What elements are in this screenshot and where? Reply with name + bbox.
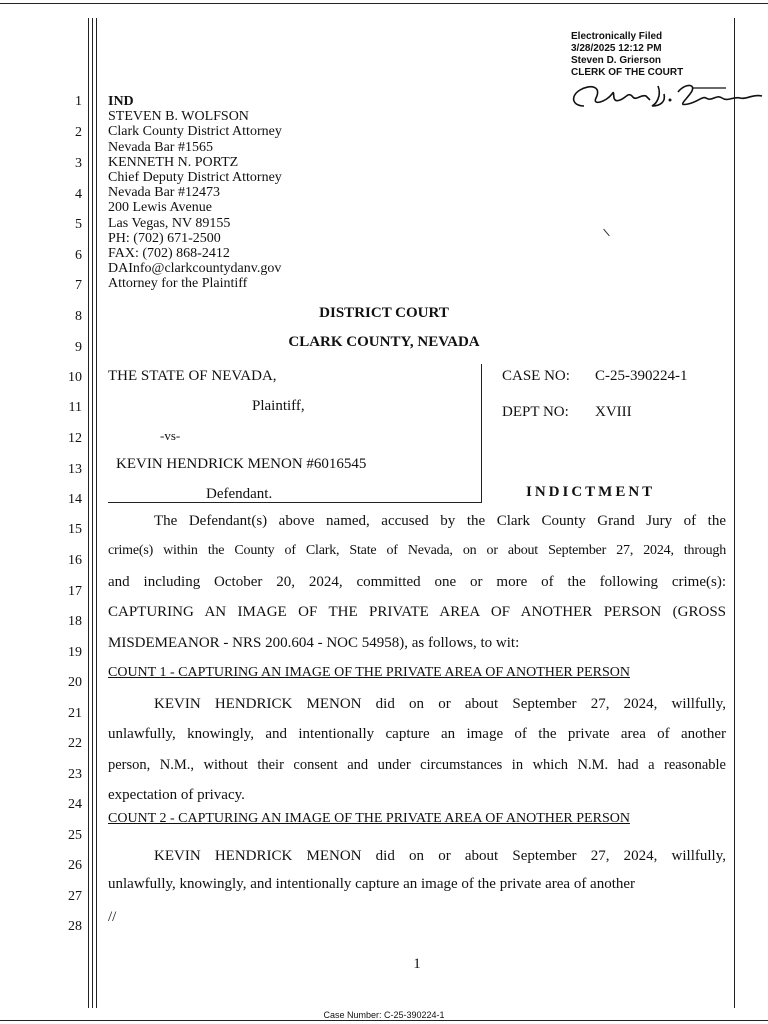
count-1-line: person, N.M., without their consent and under circumstances in which N.M. had a reasonable — [108, 757, 726, 773]
plaintiff-role: Plaintiff, — [252, 398, 305, 414]
header-line: Chief Deputy District Attorney — [108, 170, 282, 186]
header-line: FAX: (702) 868-2412 — [108, 246, 230, 262]
intro-line: crime(s) within the County of Clark, State of Nevada, on or about September 27, 2024, through — [108, 543, 726, 558]
plaintiff-name: THE STATE OF NEVADA, — [108, 368, 277, 384]
line-number: 16 — [68, 553, 82, 568]
header-line: Nevada Bar #1565 — [108, 139, 213, 155]
header-line: PH: (702) 671-2500 — [108, 230, 221, 246]
line-number: 5 — [75, 217, 82, 232]
line-number: 15 — [68, 522, 82, 537]
line-number: 24 — [68, 797, 82, 812]
clerk-signature-icon — [566, 76, 766, 116]
line-number: 20 — [68, 675, 82, 690]
line-number: 9 — [75, 340, 82, 355]
count-2-line: unlawfully, knowingly, and intentionally capture an image of the private area of another — [108, 876, 636, 892]
case-number-footer: Case Number: C-25-390224-1 — [323, 1010, 445, 1020]
efiling-line-3: Steven D. Grierson — [571, 55, 662, 66]
line-number: 22 — [68, 736, 82, 751]
line-number: 13 — [68, 462, 82, 477]
court-county: CLARK COUNTY, NEVADA — [288, 334, 480, 350]
stray-mark — [603, 229, 610, 237]
left-margin-line-2 — [92, 18, 93, 1008]
count-1-line: expectation of privacy. — [108, 787, 245, 803]
header-line: Nevada Bar #12473 — [108, 185, 220, 201]
dept-no-value: XVIII — [595, 404, 632, 420]
caption-divider — [481, 364, 482, 502]
intro-line: and including October 20, 2024, committed one or more of the following crime(s): — [108, 574, 726, 590]
intro-line: The Defendant(s) above named, accused by the Clark County Grand Jury of the — [154, 513, 726, 529]
line-number: 10 — [68, 370, 82, 385]
caption-underline — [108, 502, 482, 503]
line-number: 26 — [68, 858, 82, 873]
case-no-label: CASE NO: — [502, 368, 570, 384]
header-line: Las Vegas, NV 89155 — [108, 215, 231, 231]
document-title: INDICTMENT — [526, 484, 656, 500]
efiling-stamp — [571, 31, 683, 79]
line-number: 14 — [68, 492, 82, 507]
efiling-line-4: CLERK OF THE COURT — [571, 67, 684, 78]
left-margin-line-1 — [88, 18, 89, 1008]
line-number: 28 — [68, 919, 82, 934]
line-number: 12 — [68, 431, 82, 446]
continuation-mark: // — [108, 909, 117, 925]
line-number: 25 — [68, 828, 82, 843]
header-line: 200 Lewis Avenue — [108, 200, 212, 216]
dept-no-label: DEPT NO: — [502, 404, 569, 420]
line-number: 4 — [75, 187, 82, 202]
line-number: 2 — [75, 125, 82, 140]
header-line: Clark County District Attorney — [108, 124, 282, 140]
line-number: 1 — [75, 94, 82, 109]
count-1-line: unlawfully, knowingly, and intentionally capture an image of the private area of another — [108, 726, 726, 742]
line-number: 18 — [68, 614, 82, 629]
line-number: 27 — [68, 889, 82, 904]
count-1-line: KEVIN HENDRICK MENON did on or about September 27, 2024, willfully, — [154, 696, 726, 712]
line-number: 3 — [75, 156, 82, 171]
defendant-role: Defendant. — [206, 486, 273, 502]
header-line: KENNETH N. PORTZ — [108, 154, 239, 170]
court-name: DISTRICT COURT — [319, 305, 449, 321]
line-number: 17 — [68, 584, 82, 599]
header-line: STEVEN B. WOLFSON — [108, 109, 249, 125]
header-line: DAInfo@clarkcountydanv.gov — [108, 261, 282, 277]
defendant-name: KEVIN HENDRICK MENON #6016545 — [116, 456, 367, 472]
intro-line: CAPTURING AN IMAGE OF THE PRIVATE AREA OF ANOTHER PERSON (GROSS — [108, 604, 726, 620]
line-number: 11 — [68, 400, 82, 415]
count-2-line: KEVIN HENDRICK MENON did on or about September 27, 2024, willfully, — [154, 848, 726, 864]
line-number: 6 — [75, 248, 82, 263]
page-number: 1 — [413, 956, 421, 972]
case-no-value: C-25-390224-1 — [595, 368, 688, 384]
line-number: 19 — [68, 645, 82, 660]
line-number: 8 — [75, 309, 82, 324]
top-border — [0, 3, 768, 4]
left-margin-line-3 — [96, 18, 97, 1008]
count-1-heading: COUNT 1 - CAPTURING AN IMAGE OF THE PRIVATE AREA OF ANOTHER PERSON — [108, 665, 630, 680]
right-margin-line — [734, 18, 735, 1008]
attorney-header — [108, 94, 282, 292]
intro-line: MISDEMEANOR - NRS 200.604 - NOC 54958), as follows, to wit: — [108, 635, 520, 651]
bottom-border — [0, 1020, 768, 1021]
document-code: IND — [108, 94, 134, 109]
line-number: 7 — [75, 278, 82, 293]
efiling-line-2: 3/28/2025 12:12 PM — [571, 43, 662, 54]
line-number: 21 — [68, 706, 82, 721]
versus-label: -vs- — [160, 428, 181, 443]
efiling-line-1: Electronically Filed — [571, 31, 663, 42]
header-line: Attorney for the Plaintiff — [108, 276, 248, 292]
count-2-heading: COUNT 2 - CAPTURING AN IMAGE OF THE PRIVATE AREA OF ANOTHER PERSON — [108, 811, 630, 826]
line-number: 23 — [68, 767, 82, 782]
